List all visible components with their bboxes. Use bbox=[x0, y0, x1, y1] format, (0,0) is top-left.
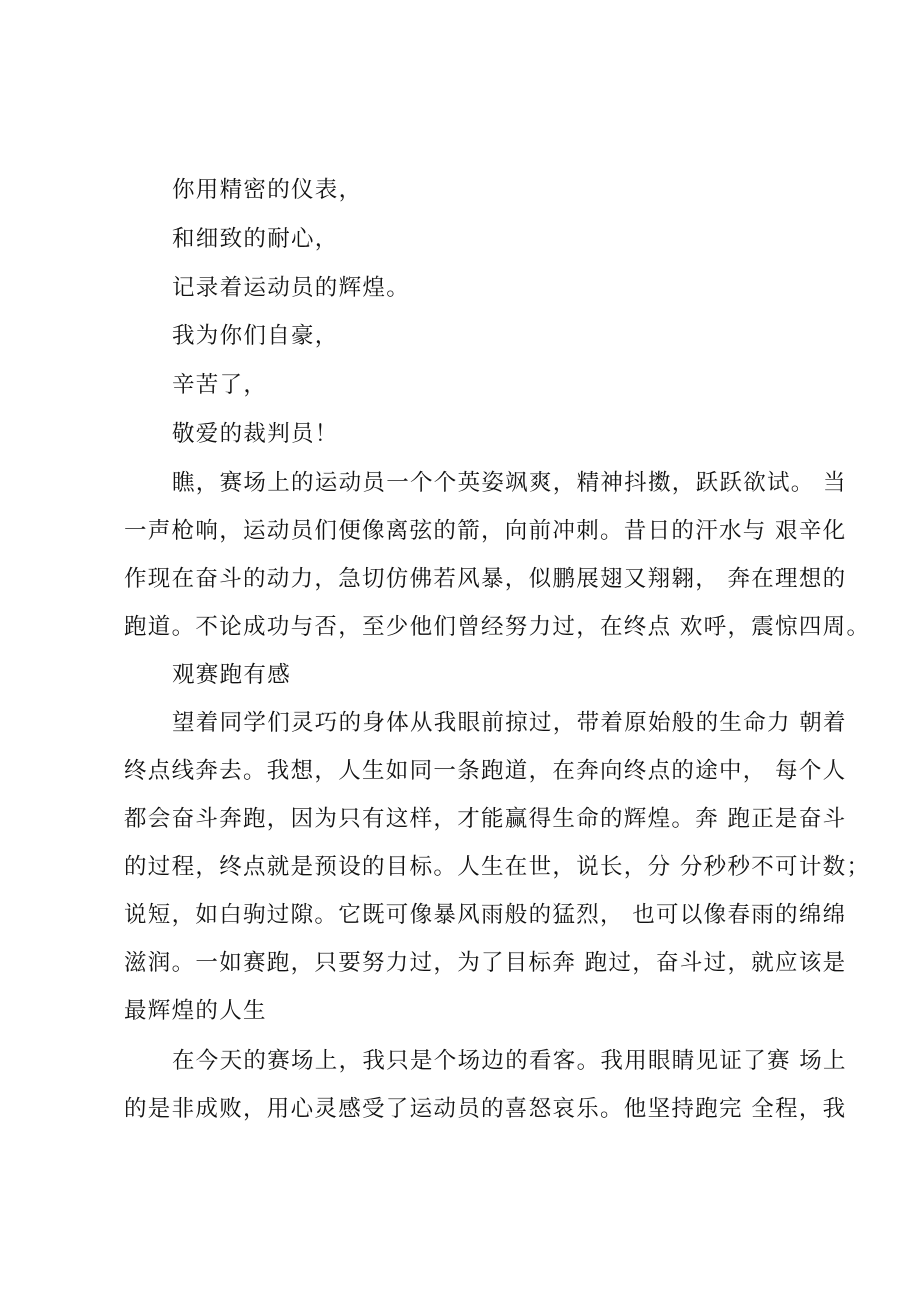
paragraph-line: 最辉煌的人生 bbox=[124, 998, 267, 1024]
poem-line: 辛苦了， bbox=[172, 372, 268, 398]
poem-line: 和细致的耐心， bbox=[172, 226, 339, 252]
paragraph-line: 终点线奔去。我想，人生如同一条跑道，在奔向终点的途中， 每个人 bbox=[124, 758, 847, 784]
paragraph-line: 的是非成败，用心灵感受了运动员的喜怒哀乐。他坚持跑完 全程，我 bbox=[124, 1096, 847, 1122]
paragraph-line: 作现在奋斗的动力，急切仿佛若风暴，似鹏展翅又翔翱， 奔在理想的 bbox=[124, 566, 847, 592]
paragraph-line: 望着同学们灵巧的身体从我眼前掠过，带着原始般的生命力 朝着 bbox=[172, 710, 847, 736]
paragraph-line: 瞧，赛场上的运动员一个个英姿飒爽，精神抖擞，跃跃欲试。 当 bbox=[172, 470, 847, 496]
paragraph-line: 滋润。一如赛跑，只要努力过，为了目标奔 跑过，奋斗过，就应该是 bbox=[124, 950, 847, 976]
paragraph-line: 一声枪响，运动员们便像离弦的箭，向前冲刺。昔日的汗水与 艰辛化 bbox=[124, 518, 847, 544]
paragraph-line: 都会奋斗奔跑，因为只有这样，才能赢得生命的辉煌。奔 跑正是奋斗 bbox=[124, 806, 847, 832]
poem-line: 记录着运动员的辉煌。 bbox=[172, 275, 411, 301]
paragraph-line: 在今天的赛场上，我只是个场边的看客。我用眼睛见证了赛 场上 bbox=[172, 1048, 847, 1074]
section-heading: 观赛跑有感 bbox=[172, 662, 292, 688]
paragraph-line: 跑道。不论成功与否，至少他们曾经努力过，在终点 欢呼，震惊四周。 bbox=[124, 614, 871, 640]
poem-line: 你用精密的仪表， bbox=[172, 177, 363, 203]
poem-line: 敬爱的裁判员！ bbox=[172, 421, 339, 447]
paragraph-line: 说短，如白驹过隙。它既可像暴风雨般的猛烈， 也可以像春雨的绵绵 bbox=[124, 902, 847, 928]
poem-line: 我为你们自豪， bbox=[172, 323, 339, 349]
paragraph-line: 的过程，终点就是预设的目标。人生在世，说长，分 分秒秒不可计数； bbox=[124, 854, 871, 880]
